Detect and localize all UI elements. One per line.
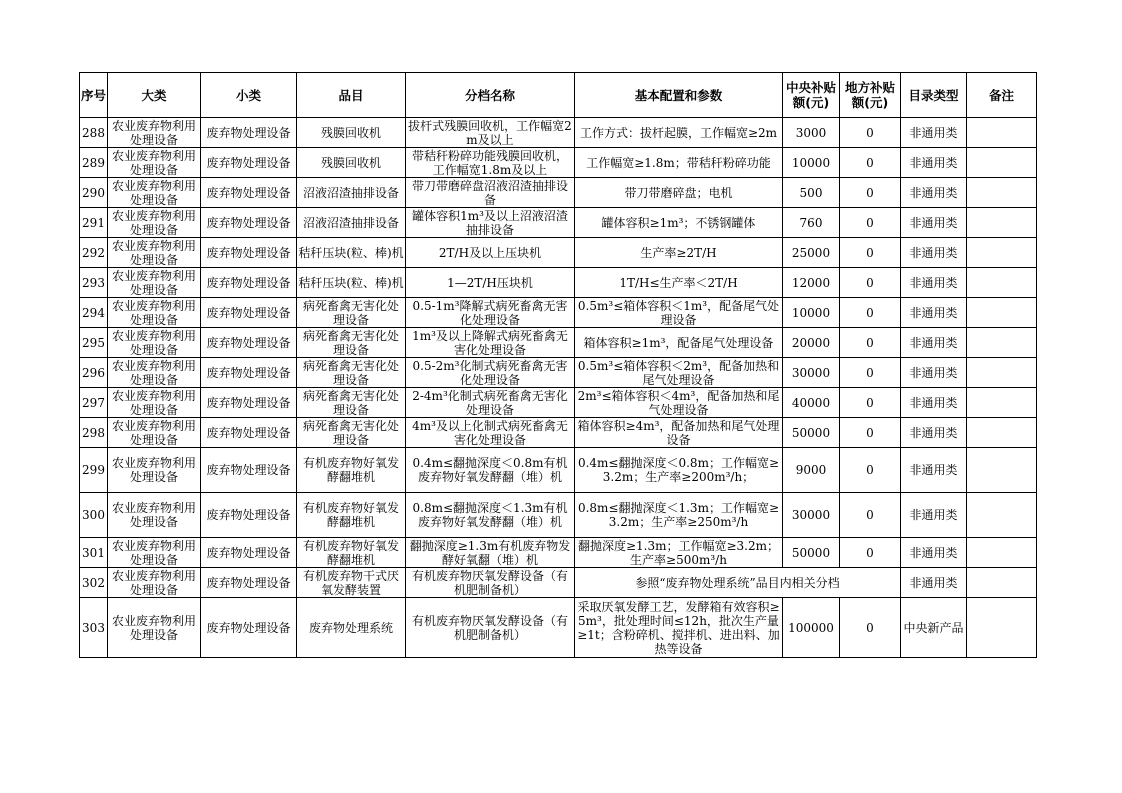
cell-seq[interactable]: 295: [80, 328, 108, 358]
cell-local[interactable]: 0: [840, 298, 901, 328]
cell-item[interactable]: 沼液沼渣抽排设备: [297, 208, 406, 238]
cell-tier[interactable]: 带刀带磨碎盘沼液沼渣抽排设备: [406, 178, 575, 208]
cell-item[interactable]: 残膜回收机: [297, 118, 406, 148]
table-row: [80, 118, 1037, 148]
cell-seq[interactable]: 303: [80, 598, 108, 658]
cell-remark[interactable]: [967, 598, 1037, 658]
table-row: [80, 238, 1037, 268]
cell-local[interactable]: 0: [840, 418, 901, 448]
cell-remark[interactable]: [967, 493, 1037, 538]
cell-local[interactable]: 0: [840, 268, 901, 298]
cell-central[interactable]: 50000: [783, 538, 840, 568]
cell-catalog[interactable]: 非通用类: [901, 493, 967, 538]
cell-minor[interactable]: 废弃物处理设备: [201, 448, 297, 493]
cell-remark[interactable]: [967, 358, 1037, 388]
cell-tier[interactable]: 有机废弃物厌氧发酵设备（有机肥制备机）: [406, 568, 575, 598]
header-config: 基本配置和参数: [575, 73, 783, 118]
cell-catalog[interactable]: 非通用类: [901, 298, 967, 328]
cell-item[interactable]: 有机废弃物好氧发酵翻堆机: [297, 448, 406, 493]
table-row: [80, 298, 1037, 328]
table-row: [80, 328, 1037, 358]
cell-major[interactable]: 农业废弃物利用处理设备: [108, 148, 201, 178]
cell-major[interactable]: 农业废弃物利用处理设备: [108, 328, 201, 358]
header-seq: 序号: [80, 73, 108, 118]
cell-remark[interactable]: [967, 418, 1037, 448]
cell-major[interactable]: 农业废弃物利用处理设备: [108, 598, 201, 658]
cell-config[interactable]: 1T/H≤生产率＜2T/H: [575, 268, 783, 298]
cell-tier[interactable]: 罐体容积1m³及以上沼液沼渣抽排设备: [406, 208, 575, 238]
cell-seq[interactable]: 299: [80, 448, 108, 493]
cell-minor[interactable]: 废弃物处理设备: [201, 238, 297, 268]
table-row: [80, 268, 1037, 298]
cell-seq[interactable]: 291: [80, 208, 108, 238]
table-body: [80, 118, 1037, 658]
header-major: 大类: [108, 73, 201, 118]
cell-tier[interactable]: 翻抛深度≥1.3m有机废弃物发酵好氧翻（堆）机: [406, 538, 575, 568]
cell-seq[interactable]: 300: [80, 493, 108, 538]
cell-minor[interactable]: 废弃物处理设备: [201, 538, 297, 568]
cell-seq[interactable]: 301: [80, 538, 108, 568]
header-item: 品目: [297, 73, 406, 118]
cell-catalog[interactable]: 非通用类: [901, 118, 967, 148]
table-row: [80, 148, 1037, 178]
cell-seq[interactable]: 292: [80, 238, 108, 268]
cell-seq[interactable]: 289: [80, 148, 108, 178]
cell-config[interactable]: 带刀带磨碎盘；电机: [575, 178, 783, 208]
cell-item[interactable]: 有机废弃物干式厌氧发酵装置: [297, 568, 406, 598]
spreadsheet: [79, 72, 1037, 658]
cell-local[interactable]: 0: [840, 238, 901, 268]
cell-tier[interactable]: 0.5-2m³化制式病死畜禽无害化处理设备: [406, 358, 575, 388]
cell-central[interactable]: 50000: [783, 418, 840, 448]
cell-config-merged[interactable]: 参照“废弃物处理系统”品目内相关分档: [575, 568, 901, 598]
cell-item[interactable]: 秸秆压块(粒、棒)机: [297, 238, 406, 268]
cell-minor[interactable]: 废弃物处理设备: [201, 358, 297, 388]
cell-central[interactable]: 9000: [783, 448, 840, 493]
cell-local[interactable]: 0: [840, 148, 901, 178]
cell-major[interactable]: 农业废弃物利用处理设备: [108, 388, 201, 418]
cell-minor[interactable]: 废弃物处理设备: [201, 328, 297, 358]
cell-minor[interactable]: 废弃物处理设备: [201, 298, 297, 328]
cell-catalog[interactable]: 非通用类: [901, 268, 967, 298]
cell-tier[interactable]: 4m³及以上化制式病死畜禽无害化处理设备: [406, 418, 575, 448]
subsidy-table: [79, 72, 1037, 658]
cell-minor[interactable]: 废弃物处理设备: [201, 568, 297, 598]
cell-catalog[interactable]: 非通用类: [901, 538, 967, 568]
cell-central[interactable]: 3000: [783, 118, 840, 148]
cell-major[interactable]: 农业废弃物利用处理设备: [108, 493, 201, 538]
cell-catalog[interactable]: 非通用类: [901, 178, 967, 208]
cell-item[interactable]: 废弃物处理系统: [297, 598, 406, 658]
cell-config[interactable]: 罐体容积≥1m³；不锈钢罐体: [575, 208, 783, 238]
cell-remark[interactable]: [967, 388, 1037, 418]
cell-central[interactable]: 40000: [783, 388, 840, 418]
cell-major[interactable]: 农业废弃物利用处理设备: [108, 358, 201, 388]
cell-major[interactable]: 农业废弃物利用处理设备: [108, 538, 201, 568]
table-row: [80, 358, 1037, 388]
cell-remark[interactable]: [967, 568, 1037, 598]
cell-tier[interactable]: 2-4m³化制式病死畜禽无害化处理设备: [406, 388, 575, 418]
cell-major[interactable]: 农业废弃物利用处理设备: [108, 418, 201, 448]
cell-local[interactable]: 0: [840, 538, 901, 568]
cell-config[interactable]: 工作幅宽≥1.8m；带秸秆粉碎功能: [575, 148, 783, 178]
cell-minor[interactable]: 废弃物处理设备: [201, 148, 297, 178]
cell-catalog[interactable]: 非通用类: [901, 208, 967, 238]
cell-remark[interactable]: [967, 268, 1037, 298]
cell-tier[interactable]: 0.5-1m³降解式病死畜禽无害化处理设备: [406, 298, 575, 328]
cell-minor[interactable]: 废弃物处理设备: [201, 208, 297, 238]
cell-item[interactable]: 病死畜禽无害化处理设备: [297, 418, 406, 448]
cell-item[interactable]: 残膜回收机: [297, 148, 406, 178]
cell-remark[interactable]: [967, 208, 1037, 238]
cell-remark[interactable]: [967, 298, 1037, 328]
cell-config[interactable]: 0.4m≤翻抛深度＜0.8m；工作幅宽≥3.2m；生产率≥200m³/h；: [575, 448, 783, 493]
cell-local[interactable]: 0: [840, 598, 901, 658]
cell-local[interactable]: 0: [840, 493, 901, 538]
cell-tier[interactable]: 拔杆式残膜回收机，工作幅宽2m及以上: [406, 118, 575, 148]
cell-major[interactable]: 农业废弃物利用处理设备: [108, 448, 201, 493]
cell-minor[interactable]: 废弃物处理设备: [201, 493, 297, 538]
cell-config[interactable]: 采取厌氧发酵工艺，发酵箱有效容积≥5m³，批处理时间≤12h，批次生产量≥1t；含粉碎机、搅拌机、进出料、加热等设备: [575, 598, 783, 658]
cell-central[interactable]: 30000: [783, 358, 840, 388]
cell-seq[interactable]: 293: [80, 268, 108, 298]
cell-remark[interactable]: [967, 238, 1037, 268]
cell-config[interactable]: 0.5m³≤箱体容积＜2m³，配备加热和尾气处理设备: [575, 358, 783, 388]
cell-major[interactable]: 农业废弃物利用处理设备: [108, 298, 201, 328]
cell-minor[interactable]: 废弃物处理设备: [201, 598, 297, 658]
cell-seq[interactable]: 296: [80, 358, 108, 388]
table-row: [80, 418, 1037, 448]
table-row: [80, 388, 1037, 418]
cell-tier[interactable]: 有机废弃物厌氧发酵设备（有机肥制备机）: [406, 598, 575, 658]
cell-minor[interactable]: 废弃物处理设备: [201, 118, 297, 148]
table-row: [80, 598, 1037, 658]
cell-item[interactable]: 病死畜禽无害化处理设备: [297, 298, 406, 328]
cell-central[interactable]: 20000: [783, 328, 840, 358]
cell-catalog[interactable]: 中央新产品: [901, 598, 967, 658]
cell-local[interactable]: 0: [840, 358, 901, 388]
cell-tier[interactable]: 带秸秆粉碎功能残膜回收机，工作幅宽1.8m及以上: [406, 148, 575, 178]
table-row: [80, 178, 1037, 208]
table-row: [80, 208, 1037, 238]
table-row: [80, 568, 1037, 598]
cell-local[interactable]: 0: [840, 388, 901, 418]
cell-seq[interactable]: 297: [80, 388, 108, 418]
cell-config[interactable]: 工作方式：拔杆起膜，工作幅宽≥2m: [575, 118, 783, 148]
cell-item[interactable]: 有机废弃物好氧发酵翻堆机: [297, 538, 406, 568]
cell-seq[interactable]: 302: [80, 568, 108, 598]
cell-minor[interactable]: 废弃物处理设备: [201, 178, 297, 208]
table-row: [80, 538, 1037, 568]
cell-tier[interactable]: 1—2T/H压块机: [406, 268, 575, 298]
cell-config[interactable]: 生产率≥2T/H: [575, 238, 783, 268]
cell-major[interactable]: 农业废弃物利用处理设备: [108, 238, 201, 268]
cell-catalog[interactable]: 非通用类: [901, 358, 967, 388]
cell-seq[interactable]: 290: [80, 178, 108, 208]
cell-config[interactable]: 0.5m³≤箱体容积＜1m³，配备尾气处理设备: [575, 298, 783, 328]
table-header: [80, 73, 1037, 118]
cell-catalog[interactable]: 非通用类: [901, 388, 967, 418]
cell-local[interactable]: 0: [840, 178, 901, 208]
cell-local[interactable]: 0: [840, 328, 901, 358]
table-row: [80, 448, 1037, 493]
header-remark: 备注: [967, 73, 1037, 118]
cell-item[interactable]: 病死畜禽无害化处理设备: [297, 358, 406, 388]
cell-central[interactable]: 30000: [783, 493, 840, 538]
cell-local[interactable]: 0: [840, 118, 901, 148]
cell-catalog[interactable]: 非通用类: [901, 148, 967, 178]
cell-remark[interactable]: [967, 118, 1037, 148]
cell-major[interactable]: 农业废弃物利用处理设备: [108, 208, 201, 238]
cell-item[interactable]: 病死畜禽无害化处理设备: [297, 328, 406, 358]
header-minor: 小类: [201, 73, 297, 118]
cell-central[interactable]: 25000: [783, 238, 840, 268]
cell-tier[interactable]: 2T/H及以上压块机: [406, 238, 575, 268]
table-row: [80, 493, 1037, 538]
cell-major[interactable]: 农业废弃物利用处理设备: [108, 268, 201, 298]
cell-minor[interactable]: 废弃物处理设备: [201, 418, 297, 448]
cell-remark[interactable]: [967, 448, 1037, 493]
cell-config[interactable]: 箱体容积≥4m³，配备加热和尾气处理设备: [575, 418, 783, 448]
cell-item[interactable]: 秸秆压块(粒、棒)机: [297, 268, 406, 298]
cell-item[interactable]: 病死畜禽无害化处理设备: [297, 388, 406, 418]
cell-central[interactable]: 10000: [783, 298, 840, 328]
cell-seq[interactable]: 288: [80, 118, 108, 148]
cell-catalog[interactable]: 非通用类: [901, 448, 967, 493]
cell-seq[interactable]: 294: [80, 298, 108, 328]
cell-minor[interactable]: 废弃物处理设备: [201, 268, 297, 298]
cell-item[interactable]: 有机废弃物好氧发酵翻堆机: [297, 493, 406, 538]
cell-remark[interactable]: [967, 178, 1037, 208]
cell-major[interactable]: 农业废弃物利用处理设备: [108, 118, 201, 148]
cell-tier[interactable]: 1m³及以上降解式病死畜禽无害化处理设备: [406, 328, 575, 358]
cell-item[interactable]: 沼液沼渣抽排设备: [297, 178, 406, 208]
cell-catalog[interactable]: 非通用类: [901, 568, 967, 598]
header-catalog: 目录类型: [901, 73, 967, 118]
cell-catalog[interactable]: 非通用类: [901, 238, 967, 268]
cell-config[interactable]: 翻抛深度≥1.3m；工作幅宽≥3.2m；生产率≥500m³/h: [575, 538, 783, 568]
cell-central[interactable]: 500: [783, 178, 840, 208]
cell-major[interactable]: 农业废弃物利用处理设备: [108, 178, 201, 208]
cell-catalog[interactable]: 非通用类: [901, 418, 967, 448]
cell-central[interactable]: 12000: [783, 268, 840, 298]
cell-local[interactable]: 0: [840, 208, 901, 238]
cell-central[interactable]: 100000: [783, 598, 840, 658]
cell-config[interactable]: 箱体容积≥1m³，配备尾气处理设备: [575, 328, 783, 358]
cell-remark[interactable]: [967, 328, 1037, 358]
cell-config[interactable]: 0.8m≤翻抛深度＜1.3m；工作幅宽≥3.2m；生产率≥250m³/h: [575, 493, 783, 538]
header-central: 中央补贴额(元): [783, 73, 840, 118]
cell-tier[interactable]: 0.4m≤翻抛深度＜0.8m有机废弃物好氧发酵翻（堆）机: [406, 448, 575, 493]
cell-major[interactable]: 农业废弃物利用处理设备: [108, 568, 201, 598]
cell-central[interactable]: 760: [783, 208, 840, 238]
cell-remark[interactable]: [967, 148, 1037, 178]
cell-catalog[interactable]: 非通用类: [901, 328, 967, 358]
cell-config[interactable]: 2m³≤箱体容积＜4m³，配备加热和尾气处理设备: [575, 388, 783, 418]
header-local: 地方补贴额(元): [840, 73, 901, 118]
cell-tier[interactable]: 0.8m≤翻抛深度＜1.3m有机废弃物好氧发酵翻（堆）机: [406, 493, 575, 538]
cell-local[interactable]: 0: [840, 448, 901, 493]
cell-central[interactable]: 10000: [783, 148, 840, 178]
header-tier: 分档名称: [406, 73, 575, 118]
cell-remark[interactable]: [967, 538, 1037, 568]
cell-minor[interactable]: 废弃物处理设备: [201, 388, 297, 418]
cell-seq[interactable]: 298: [80, 418, 108, 448]
